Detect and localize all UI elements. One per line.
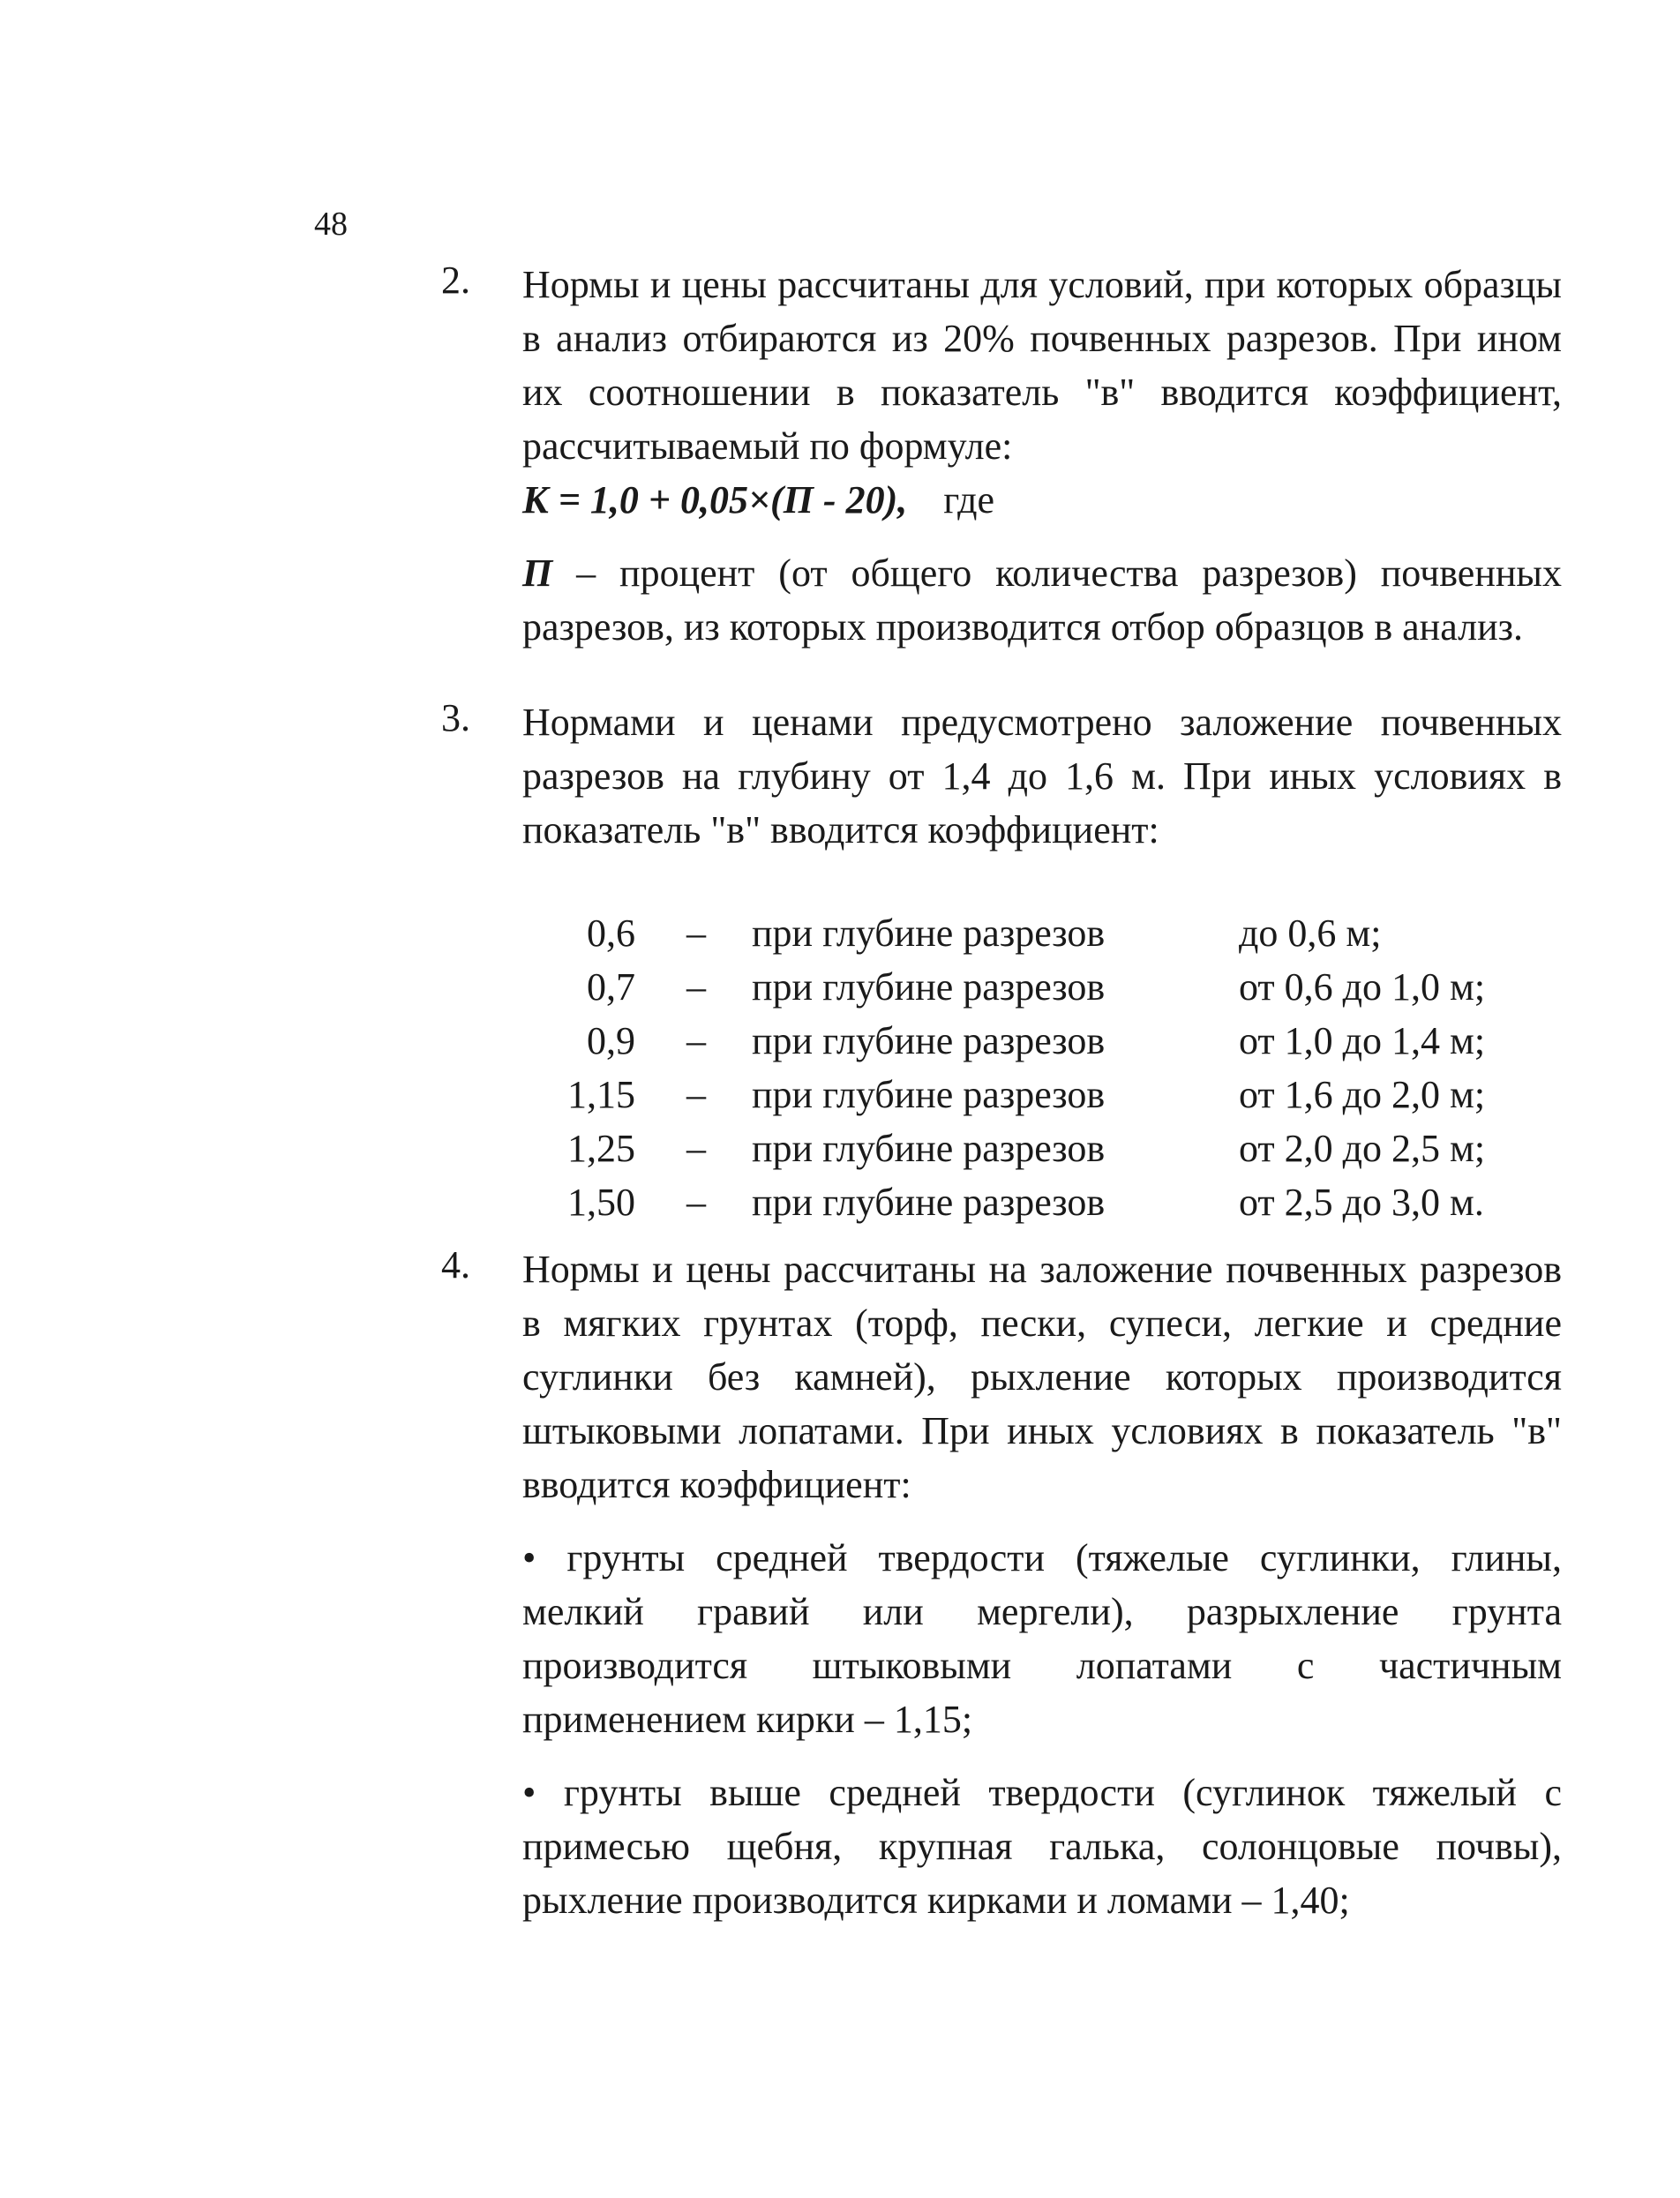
- coefficient-label: при глубине разрезов: [752, 1127, 1106, 1170]
- coefficient-value: 0,7: [587, 965, 635, 1009]
- coefficient-value: 1,15: [567, 1073, 635, 1116]
- dash: –: [686, 1019, 706, 1062]
- paragraph: Нормы и цены рассчитаны на заложение почвенных разрезов в мягких грунтах (торф, пески, супеси, легкие и средние суглинки без камней), рыхление которых производится штыковыми лопатами. При иных условиях в показатель "в" вводится коэффициент:: [522, 1248, 1562, 1506]
- bullet-item: • грунты средней твердости (тяжелые суглинки, глины, мелкий гравий или мергели), разрыхление грунта производится штыковыми лопатами с частичным применением кирки – 1,15;: [522, 1536, 1562, 1741]
- dash: –: [686, 965, 706, 1009]
- dash: –: [686, 1181, 706, 1224]
- dash: –: [686, 1127, 706, 1170]
- depth-range: от 1,6 до 2,0 м;: [1239, 1073, 1486, 1116]
- coefficient-row: [441, 1018, 1562, 1072]
- coefficient-value: 0,6: [587, 911, 635, 955]
- dash: –: [686, 1073, 706, 1116]
- depth-range: от 2,0 до 2,5 м;: [1239, 1127, 1486, 1170]
- list-item-3: [441, 695, 1562, 1224]
- formula-where: где: [943, 478, 995, 521]
- coefficient-label: при глубине разрезов: [752, 1073, 1106, 1116]
- depth-range: от 2,5 до 3,0 м.: [1239, 1181, 1484, 1224]
- item-number: 4.: [441, 1243, 470, 1287]
- coefficient-row: [441, 1180, 1562, 1234]
- definition-symbol: П: [522, 551, 553, 595]
- definition-paragraph: [522, 546, 1562, 654]
- coefficient-label: при глубине разрезов: [752, 911, 1106, 955]
- coefficient-value: 1,50: [567, 1181, 635, 1224]
- coefficient-value: 1,25: [567, 1127, 635, 1170]
- coefficient-value: 0,9: [587, 1019, 635, 1062]
- coefficient-row: [441, 1072, 1562, 1126]
- depth-range: от 1,0 до 1,4 м;: [1239, 1019, 1486, 1062]
- paragraph: Нормами и ценами предусмотрено заложение почвенных разрезов на глубину от 1,4 до 1,6 м. При иных условиях в показатель "в" вводится коэффициент:: [522, 701, 1562, 851]
- dash: –: [686, 911, 706, 955]
- list-item-2: [441, 258, 1562, 654]
- definition-text: – процент (от общего количества разрезов) почвенных разрезов, из которых производится отбор образцов в анализ.: [522, 551, 1562, 649]
- page-number: 48: [314, 206, 348, 243]
- depth-range: до 0,6 м;: [1239, 911, 1382, 955]
- formula: К = 1,0 + 0,05×(П - 20),: [522, 478, 908, 521]
- formula-line: [522, 473, 1562, 527]
- list-item-4: [441, 1242, 1562, 1927]
- bullet-item: • грунты выше средней твердости (суглинок тяжелый с примесью щебня, крупная галька, солонцовые почвы), рыхление производится кирками и ломами – 1,40;: [522, 1771, 1562, 1922]
- item-number: 3.: [441, 696, 470, 739]
- item-body: [522, 258, 1562, 654]
- paragraph: Нормы и цены рассчитаны для условий, при которых образцы в анализ отбираются из 20% почвенных разрезов. При ином их соотношении в показатель "в" вводится коэффициент, рассчитываемый по формуле:: [522, 263, 1562, 468]
- item-number: 2.: [441, 259, 470, 302]
- coefficient-row: [441, 1126, 1562, 1180]
- item-body: [522, 1242, 1562, 1927]
- coefficient-label: при глубине разрезов: [752, 1181, 1106, 1224]
- item-body: [522, 695, 1562, 857]
- coefficient-label: при глубине разрезов: [752, 1019, 1106, 1062]
- coefficient-row: [441, 964, 1562, 1018]
- coefficient-row: [441, 911, 1562, 964]
- coefficient-label: при глубине разрезов: [752, 965, 1106, 1009]
- depth-range: от 0,6 до 1,0 м;: [1239, 965, 1486, 1009]
